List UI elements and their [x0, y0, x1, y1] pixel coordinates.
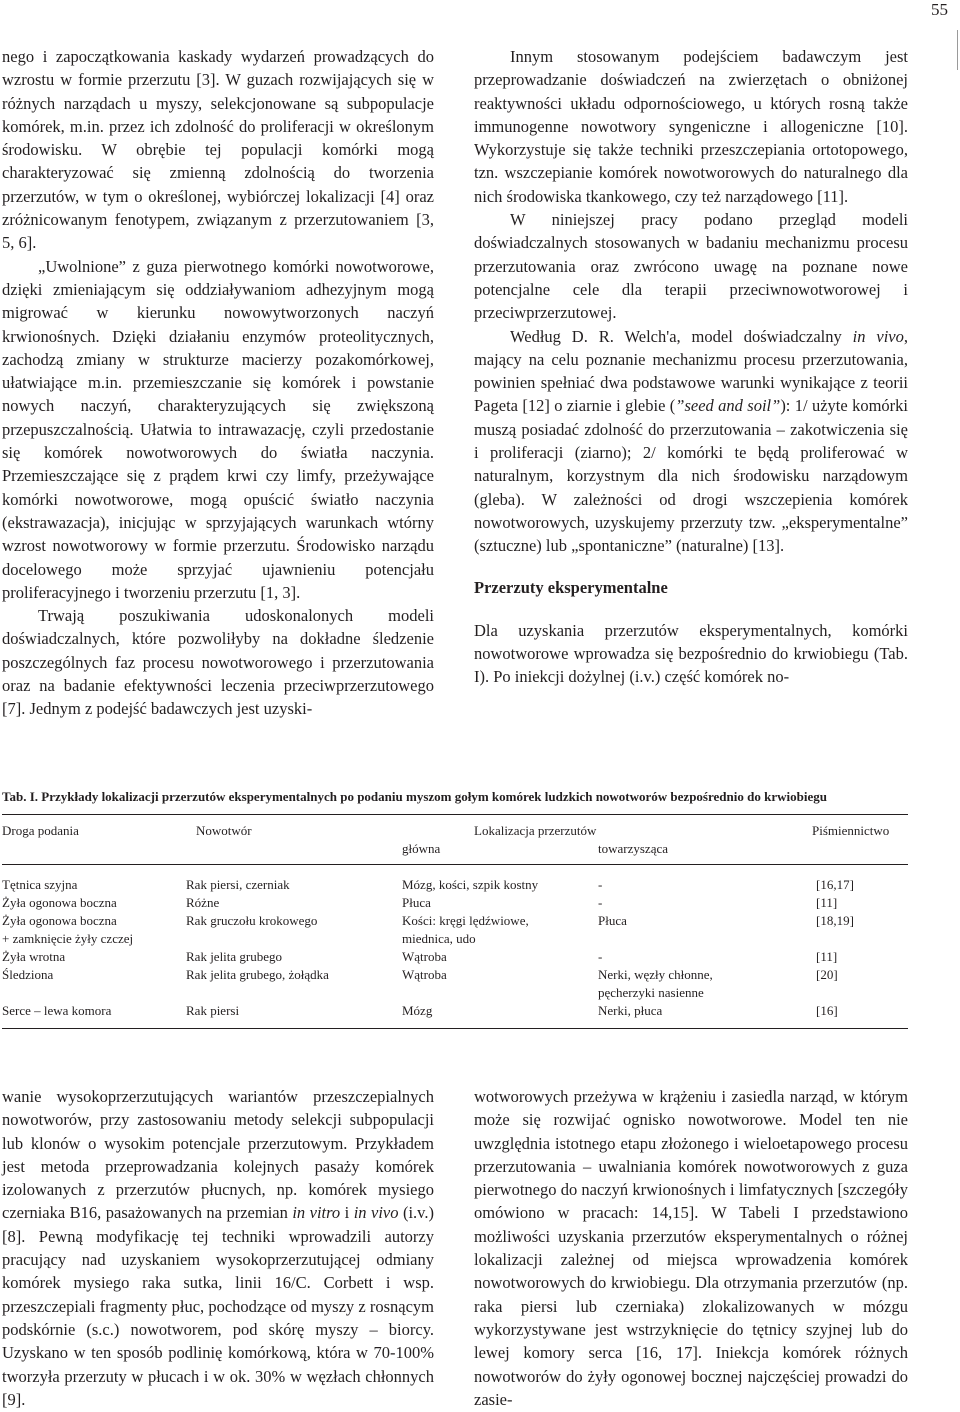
table-top-rule [2, 814, 908, 815]
cell-main-location-continued: miednica, udo [402, 931, 476, 946]
table-bottom-rule [2, 1028, 908, 1029]
italic-text: in vivo [353, 1203, 399, 1223]
cell-route-continued: + zamknięcie żyły czczej [2, 931, 134, 946]
page-number: 55 [931, 0, 948, 19]
bottom-left-column [2, 1085, 434, 1411]
cell-accompanying-location: Nerki, płuca [598, 1003, 663, 1018]
bottom-right-column [474, 1085, 908, 1411]
cell-refs: [11] [816, 895, 838, 910]
paragraph [2, 1085, 434, 1411]
top-right-column [474, 45, 908, 688]
italic-text: in vitro [292, 1203, 341, 1223]
cell-refs: [16] [816, 1003, 838, 1018]
paragraph: nego i zapoczątkowania kaskady wydarzeń prowadzących do wzrostu w formie przerzutu [3]. W guzach rozwijających się w różnych narządach u myszy, selekcjonowane są subpopulacje komórek, m.in. przez ich zdolność do proliferacji w określonym środowisku. W obrębie tej populacji komórki mogą charakteryzować się zmienną zdolnością do tworzenia przerzutów, w tym o określonej, wybiórczej lokalizacji [4] oraz zróżnicowanym fenotypem, związanym z przerzutowaniem [3, 5, 6]. [2, 47, 434, 253]
italic-text: ”seed and soil” [675, 396, 781, 416]
cell-tumor: Rak gruczołu krokowego [186, 913, 318, 928]
paragraph: wotworowych przeżywa w krążeniu i zasiedla narząd, w którym może się rozwijać ognisko nowotworowe. Model ten nie uwzględnia istotnego etapu złożonego i wieloetapowego procesu przerzutowania – uwalniania komórek nowotworowych z guza pierwotnego do naczyń krwionośnych i limfatycznych [szczegóły omówiono w pracach: 14,15]. W Tabeli I przedstawiono możliwości uzyskania przerzutów eksperymentalnych o różnej lokalizacji zależnej od miejsca wprowadzenia komórek nowotworowych do krwiobiegu. Dla otrzymania przerzutów (np. raka piersi lub czerniaka) zlokalizowanych w mózgu wykorzystywane jest wstrzyknięcie do tętnicy szyjnej lub do lewej komory serca [16, 17]. Iniekcja komórek różnych nowotworów do żyły ogonowej bocznej najczęściej prowadzi do zasie- [474, 1087, 908, 1409]
paragraph: Trwają poszukiwania udoskonalonych modeli doświadczalnych, które pozwoliłyby na dokładne śledzenie poszczególnych faz procesu nowotworowego i przerzutowania oraz na badanie efektywności leczenia przeciwprzerzutowego [7]. Jednym z podejść badawczych jest uzyski- [2, 606, 434, 719]
cell-main-location: Mózg [402, 1003, 433, 1018]
header-route: Droga podania [2, 823, 79, 838]
cell-refs: [18,19] [816, 913, 854, 928]
cell-tumor: Rak jelita grubego, żołądka [186, 967, 329, 982]
header-refs: Piśmiennictwo [812, 823, 890, 838]
section-heading: Przerzuty eksperymentalne [474, 577, 668, 597]
cell-route: Żyła ogonowa boczna [2, 913, 117, 928]
cell-main-location: Kości: kręgi lędźwiowe, [402, 913, 529, 928]
cell-tumor: Różne [186, 895, 220, 910]
paragraph: „Uwolnione” z guza pierwotnego komórki nowotworowe, dzięki zmieniającym się oddziaływaniom adhezyjnym mogą migrować w kierunku nowowytworzonych naczyń krwionośnych. Dzięki działaniu enzymów proteolitycznych, zachodzą zmiany w strukturze macierzy pozakomórkowej, ułatwiające m.in. przemieszczanie się komórek i powstanie nowych naczyń, charakteryzujących się zwiększoną przepuszczalnością. Ułatwia to intrawazację, czyli przedostanie się komórek nowotworowych do światła naczynia. Przemieszczające się z prądem krwi czy limfy, przeżywające komórki nowotworowe, mogą opuścić światło naczynia (ekstrawazacja), inicjując w sprzyjających warunkach wtórny wzrost nowotworowy w formie przerzutu. Środowisko narządu docelowego może sprzyjać ujawnieniu potencjału proliferacyjnego i tworzeniu przerzutu [1, 3]. [2, 256, 434, 602]
cell-refs: [16,17] [816, 877, 854, 892]
cell-accompanying-location: - [598, 877, 603, 892]
header-location: Lokalizacja przerzutów [474, 823, 597, 838]
text-run: Według D. R. Welch'a, model doświadczalny [510, 326, 853, 346]
cell-tumor: Rak piersi [186, 1003, 240, 1018]
cell-tumor: Rak jelita grubego [186, 949, 283, 964]
cell-route: Tętnica szyjna [2, 877, 78, 892]
cell-main-location: Wątroba [402, 949, 447, 964]
paragraph [474, 325, 908, 558]
cell-accompanying-location: - [598, 949, 603, 964]
header-tumor: Nowotwór [196, 823, 252, 838]
table-caption: Tab. I. Przykłady lokalizacji przerzutów eksperymentalnych po podaniu myszom gołym komórek ludzkich nowotworów bezpośrednio do krwiobiegu [2, 789, 827, 804]
italic-text: in vivo [852, 326, 904, 346]
cell-tumor: Rak piersi, czerniak [186, 877, 290, 892]
paragraph: Dla uzyskania przerzutów eksperymentalnych, komórki nowotworowe wprowadza się bezpośrednio do krwiobiegu (Tab. I). Po iniekcji dożylnej (i.v.) część komórek no- [474, 620, 908, 687]
header-main: główna [402, 841, 441, 856]
text-run: , mający na celu poznanie mechanizmu procesu przerzutowania, powinien spełniać dwa podstawowe warunki wynikające z teorii Pageta [12] o ziarnie i glebie ( [474, 326, 908, 416]
cell-accompanying-location: Płuca [598, 913, 627, 928]
text-run: i [340, 1203, 354, 1223]
cell-route: Serce – lewa komora [2, 1003, 112, 1018]
cell-main-location: Wątroba [402, 967, 447, 982]
cell-accompanying-location: - [598, 895, 603, 910]
cell-main-location: Płuca [402, 895, 431, 910]
cell-refs: [20] [816, 967, 838, 982]
paragraph: Innym stosowanym podejściem badawczym jest przeprowadzanie doświadczeń na zwierzętach o obniżonej reaktywności układu odpornościowego, u których rosną także immunogenne nowotwory syngeniczne i allogeniczne [10]. Wykorzystuje się także techniki przeszczepiania ortotopowego, tzn. wszczepianie komórek nowotworowych do naturalnego dla nich środowiska tkankowego, czy też narządowego [11]. [474, 47, 908, 206]
margin-rule [957, 30, 958, 70]
top-left-column [2, 45, 434, 721]
text-run: ): 1/ użyte komórki muszą posiadać zdolność do przerzutowania – zakotwiczenia się i proliferacji (ziarno); 2/ komórki te będą proliferować w naturalnym, korzystnym dla nich środowisku narządowym (gleba). W zależności od drogi wszczepienia komórek nowotworowych, uzyskujemy przerzuty tzw. „eksperymentalne” (sztuczne) lub „spontaniczne” (naturalne) [13]. [474, 396, 909, 556]
cell-main-location: Mózg, kości, szpik kostny [402, 877, 539, 892]
header-accompanying: towarzysząca [598, 841, 669, 856]
paragraph: W niniejszej pracy podano przegląd modeli doświadczalnych stosowanych w badaniu mechanizmu procesu przerzutowania oraz zwrócono uwagę na poznane nowe potencjalne cele dla terapii przeciwnowotworowej i przeciwprzerzutowej. [474, 210, 908, 323]
table-header-rule [2, 864, 908, 865]
cell-accompanying-location-continued: pęcherzyki nasienne [598, 985, 704, 1000]
cell-route: Żyła ogonowa boczna [2, 895, 117, 910]
cell-route: Śledziona [2, 967, 54, 982]
cell-route: Żyła wrotna [2, 949, 66, 964]
text-run: wanie wysokoprzerzutujących wariantów przeszczepialnych nowotworów, przy zastosowaniu metody selekcji subpopulacji lub klonów o wysokim potencjale przerzutowym. Przykładem jest metoda przeprowadzania kolejnych pasaży komórek izolowanych z przerzutów płucnych, np. komórek mysiego czerniaka B16, pasażowanych na przemian [2, 1087, 434, 1223]
cell-refs: [11] [816, 949, 838, 964]
cell-accompanying-location: Nerki, węzły chłonne, [598, 967, 713, 982]
text-run: (i.v.) [8]. Pewną modyfikację tej techniki wprowadzili autorzy pracujący nad uzyskaniem wysokoprzerzutującej odmiany komórek mysiego raka sutka, linii 16/C. Corbett i wsp. przeszczepiali fragmenty płuc, pochodzące od myszy z rosnącym podskórnie (s.c.) nowotworem, pod skórę myszy – biorcy. Uzyskano w ten sposób podlinię komórkową, która w 70-100% tworzyła przerzuty w płucach i w ok. 30% w węzłach chłonnych [9]. [2, 1203, 434, 1409]
